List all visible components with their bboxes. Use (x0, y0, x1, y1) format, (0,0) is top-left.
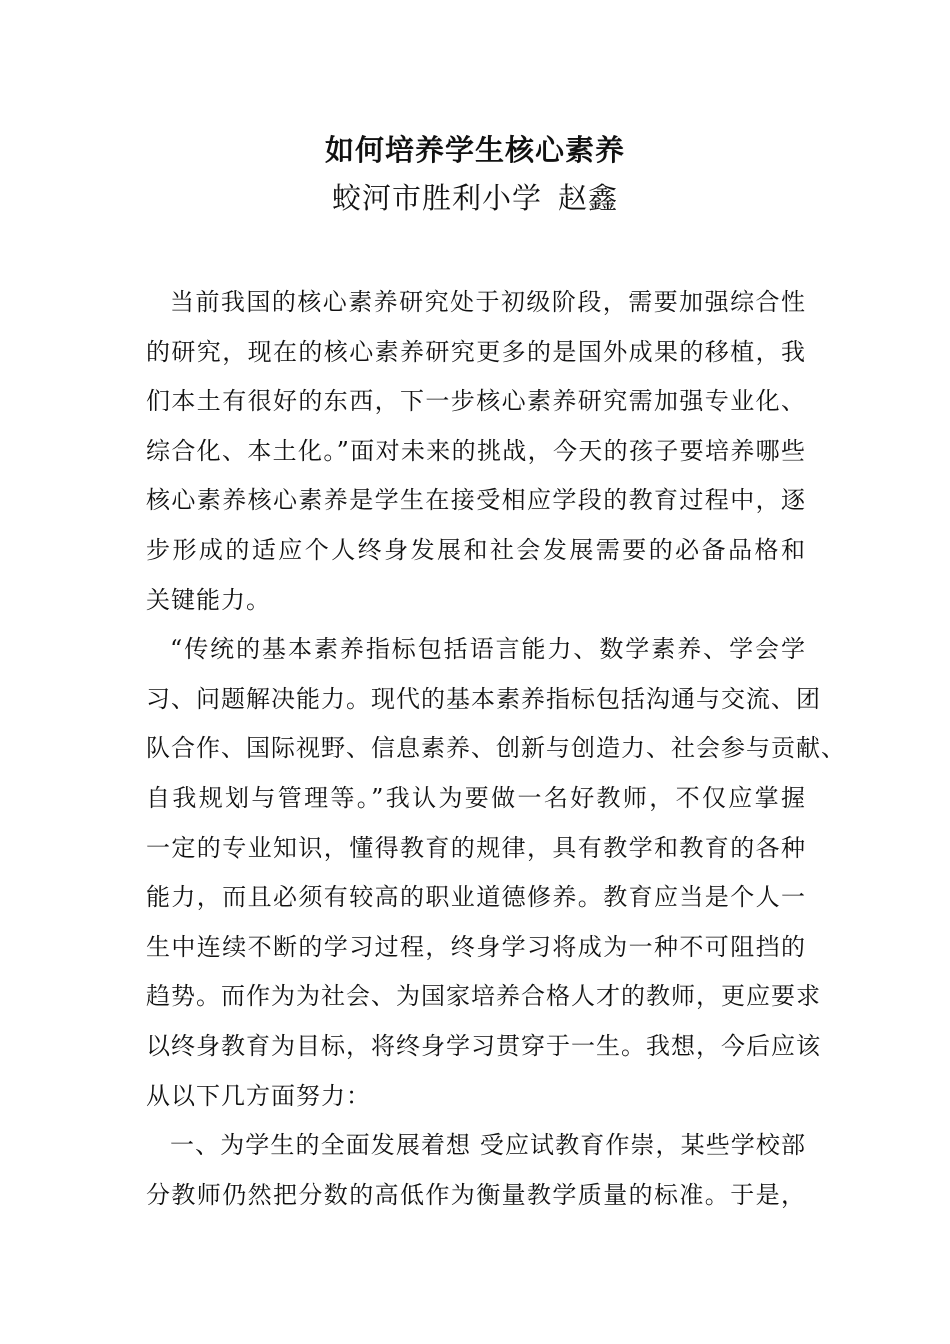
paragraph-3 (146, 1121, 806, 1220)
author-school: 蛟河市胜利小学 (331, 181, 542, 215)
paragraph-line: 步形成的适应个人终身发展和社会发展需要的必备品格和 (146, 535, 806, 564)
paragraph-line: 一、为学生的全面发展着想 受应试教育作崇，某些学校部 (170, 1131, 806, 1160)
paragraph-line: 当前我国的核心素养研究处于初级阶段，需要加强综合性 (170, 288, 806, 316)
paragraph-line: 从以下几方面努力： (146, 1081, 371, 1110)
paragraph-line: 们本土有很好的东西，下一步核心素养研究需加强专业化、 (146, 387, 806, 416)
paragraph-line: “传统的基本素养指标包括语言能力、数学素养、学会学 (170, 635, 806, 664)
document-title: 如何培养学生核心素养 (324, 133, 625, 167)
paragraph-line: 趋势。而作为为社会、为国家培养合格人才的教师，更应要求 (146, 982, 821, 1011)
paragraph-line: 的研究，现在的核心素养研究更多的是国外成果的移植，我 (146, 337, 806, 366)
document-author (0, 176, 950, 220)
paragraph-line: 以终身教育为目标，将终身学习贯穿于一生。我想，今后应该 (146, 1031, 821, 1060)
paragraph-line: 分教师仍然把分数的高低作为衡量教学质量的标准。于是， (146, 1180, 806, 1209)
paragraph-2 (146, 625, 846, 1121)
paragraph-line: 习、问题解决能力。现代的基本素养指标包括沟通与交流、团 (146, 684, 821, 713)
author-name: 赵鑫 (558, 181, 619, 215)
paragraph-line: 一定的专业知识，懂得教育的规律，具有教学和教育的各种 (146, 833, 806, 862)
document-body (146, 278, 846, 1220)
paragraph-line: 综合化、本土化。”面对未来的挑战，今天的孩子要培养哪些 (146, 436, 806, 465)
paragraph-line: 生中连续不断的学习过程，终身学习将成为一种不可阻挡的 (146, 932, 806, 961)
paragraph-line: 关键能力。 (146, 585, 271, 614)
paragraph-1 (146, 278, 806, 625)
paragraph-line: 能力，而且必须有较高的职业道德修养。教育应当是个人一 (146, 883, 806, 912)
paragraph-line: 自我规划与管理等。”我认为要做一名好教师，不仅应掌握 (146, 783, 806, 812)
paragraph-line: 核心素养核心素养是学生在接受相应学段的教育过程中，逐 (146, 486, 806, 515)
paragraph-line: 队合作、国际视野、信息素养、创新与创造力、社会参与贡献、 (146, 734, 846, 763)
